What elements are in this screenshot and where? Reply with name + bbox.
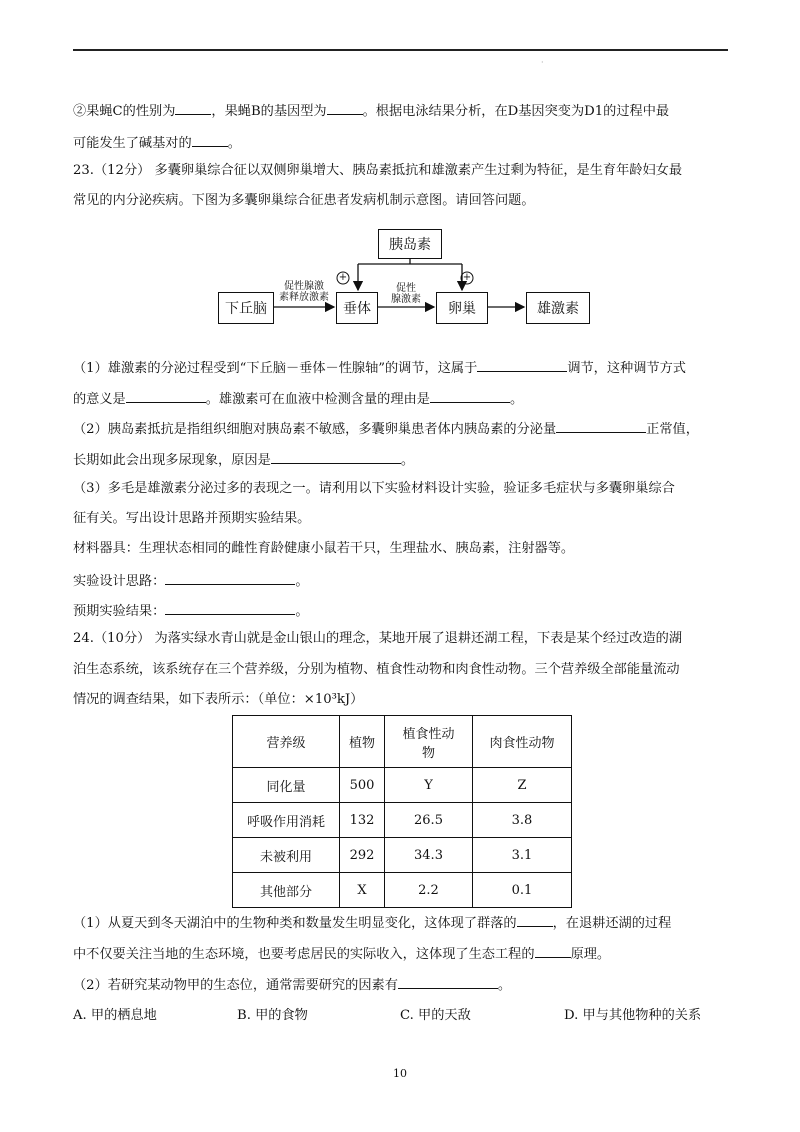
q23-p3-line-2: 征有关。写出设计思路并预期实验结果。 [73,511,311,526]
table-cell: 500 [340,768,385,803]
q22-text: 。 [227,136,241,151]
answer-blank[interactable] [477,357,567,372]
q23-text: （2）胰岛素抵抗是指组织细胞对胰岛素不敏感，多囊卵巢患者体内胰岛素的分泌量 [73,422,557,437]
answer-blank[interactable] [271,449,401,464]
gth-label-line: 腺激素 [391,294,421,305]
hypothalamus-box: 下丘脑 [218,292,274,324]
q24-text: 中不仅要关注当地的生态环境，也要考虑居民的实际收入，这体现了生态工程的 [73,947,535,962]
q23-p1-line-1 [73,357,733,378]
table-cell: X [340,873,385,908]
option-a[interactable]: A. 甲的栖息地 [73,1008,157,1023]
q24-text: （1）从夏天到冬天湖泊中的生物种类和数量发生明显变化，这体现了群落的 [73,916,517,931]
q23-text: 实验设计思路： [73,574,166,589]
table-row [233,838,572,873]
q23-text: 正常值， [646,422,699,437]
plus-sign-ovary: + [462,272,472,283]
q24-intro-2: 泊生态系统，该系统存在三个营养级，分别为植物、植食性动物和肉食性动物。三个营养级全部能量流动 [73,662,680,677]
option-c[interactable]: C. 甲的天敌 [400,1008,471,1023]
table-cell: 292 [340,838,385,873]
table-row [233,803,572,838]
q22-text: ②果蝇C的性别为 [73,104,176,119]
table-cell: Z [473,768,572,803]
table-cell: 3.8 [473,803,572,838]
answer-blank[interactable] [535,943,571,958]
q23-text: （1）雄激素的分泌过程受到“下丘脑－垂体－性腺轴”的调节，这属于 [73,361,478,376]
table-cell: 26.5 [385,803,473,838]
q23-expect-line [73,600,733,621]
q23-text: 。 [509,392,524,407]
page-number: 10 [393,1067,407,1080]
q24-p2-line [73,974,733,995]
answer-blank[interactable] [556,418,646,433]
q23-text: 的意义是 [73,392,126,407]
gnrh-label-line: 促性腺激 [284,281,324,292]
plus-sign-pituitary: + [338,272,348,283]
table-cell: 0.1 [473,873,572,908]
q23-text: 。 [400,453,414,468]
insulin-box: 胰岛素 [378,229,442,259]
table-row [233,873,572,908]
q24-intro-3: 情况的调查结果，如下表所示：（单位：×10³kJ） [73,692,364,707]
q23-p2-line-1 [73,418,733,439]
q23-text: 。 [295,574,309,589]
q24-text: 。 [497,978,512,993]
q22-text: ，果蝇B的基因型为 [211,104,327,119]
table-header-cell: 肉食性动物 [473,716,572,768]
table-cell: Y [385,768,473,803]
energy-flow-table [232,715,572,908]
q24-p1-line-2 [73,943,733,964]
header-dot: · [541,58,544,67]
q23-text: 预期实验结果： [73,604,166,619]
q23-design-line [73,570,733,591]
answer-blank[interactable] [165,570,295,585]
q23-p1-line-2 [73,388,733,409]
answer-blank[interactable] [430,388,510,403]
q23-materials: 材料器具：生理状态相同的雌性育龄健康小鼠若干只，生理盐水、胰岛素，注射器等。 [73,541,575,556]
q23-intro-1: 23.（12分） 多囊卵巢综合征以双侧卵巢增大、胰岛素抵抗和雄激素产生过剩为特征，是生育年龄妇女最 [73,163,683,178]
answer-blank[interactable] [517,912,553,927]
table-header-cell: 植物 [340,716,385,768]
table-row [233,768,572,803]
table-cell: 未被利用 [233,838,340,873]
table-header-cell: 植食性动物 [385,716,473,768]
table-cell: 同化量 [233,768,340,803]
q23-text: 。 [295,604,309,619]
option-d[interactable]: D. 甲与其他物种的关系 [564,1008,702,1023]
q23-intro-2: 常见的内分泌疾病。下图为多囊卵巢综合征患者发病机制示意图。请回答问题。 [73,193,535,208]
table-cell: 2.2 [385,873,473,908]
table-cell: 132 [340,803,385,838]
table-cell: 其他部分 [233,873,340,908]
q23-p2-line-2 [73,449,733,470]
gnrh-label-line: 素释放激素 [279,292,329,303]
q24-text: （2）若研究某动物甲的生态位，通常需要研究的因素有 [73,978,398,993]
q23-text: 。雄激素可在血液中检测含量的理由是 [205,392,430,407]
q24-p1-line-1 [73,912,733,933]
q23-text: 长期如此会出现多尿现象，原因是 [73,453,271,468]
q23-text: 调节，这种调节方式 [567,361,686,376]
answer-blank[interactable] [126,388,206,403]
gth-label [380,283,432,305]
table-cell: 呼吸作用消耗 [233,803,340,838]
table-cell: 34.3 [385,838,473,873]
q22-text: 。根据电泳结果分析，在D基因突变为D1的过程中最 [362,104,670,119]
androgen-box: 雄激素 [526,292,590,324]
q23-p3-line-1: （3）多毛是雄激素分泌过多的表现之一。请利用以下实验材料设计实验，验证多毛症状与多囊卵巢综合 [73,481,675,496]
q24-intro-1: 24.（10分） 为落实绿水青山就是金山银山的理念，某地开展了退耕还湖工程，下表是某个经过改造的湖 [73,631,683,646]
option-b[interactable]: B. 甲的食物 [237,1008,308,1023]
answer-blank[interactable] [165,600,295,615]
q24-text: ，在退耕还湖的过程 [552,916,672,931]
q22-text: 可能发生了碱基对的 [73,136,192,151]
table-header-row [233,716,572,768]
table-header-cell: 营养级 [233,716,340,768]
gth-label-line: 促性 [396,283,416,294]
table-cell: 3.1 [473,838,572,873]
pituitary-box: 垂体 [336,292,378,324]
q24-text: 原理。 [570,947,611,962]
gnrh-label [275,281,333,303]
ovary-box: 卵巢 [436,292,488,324]
answer-blank[interactable] [398,974,498,989]
